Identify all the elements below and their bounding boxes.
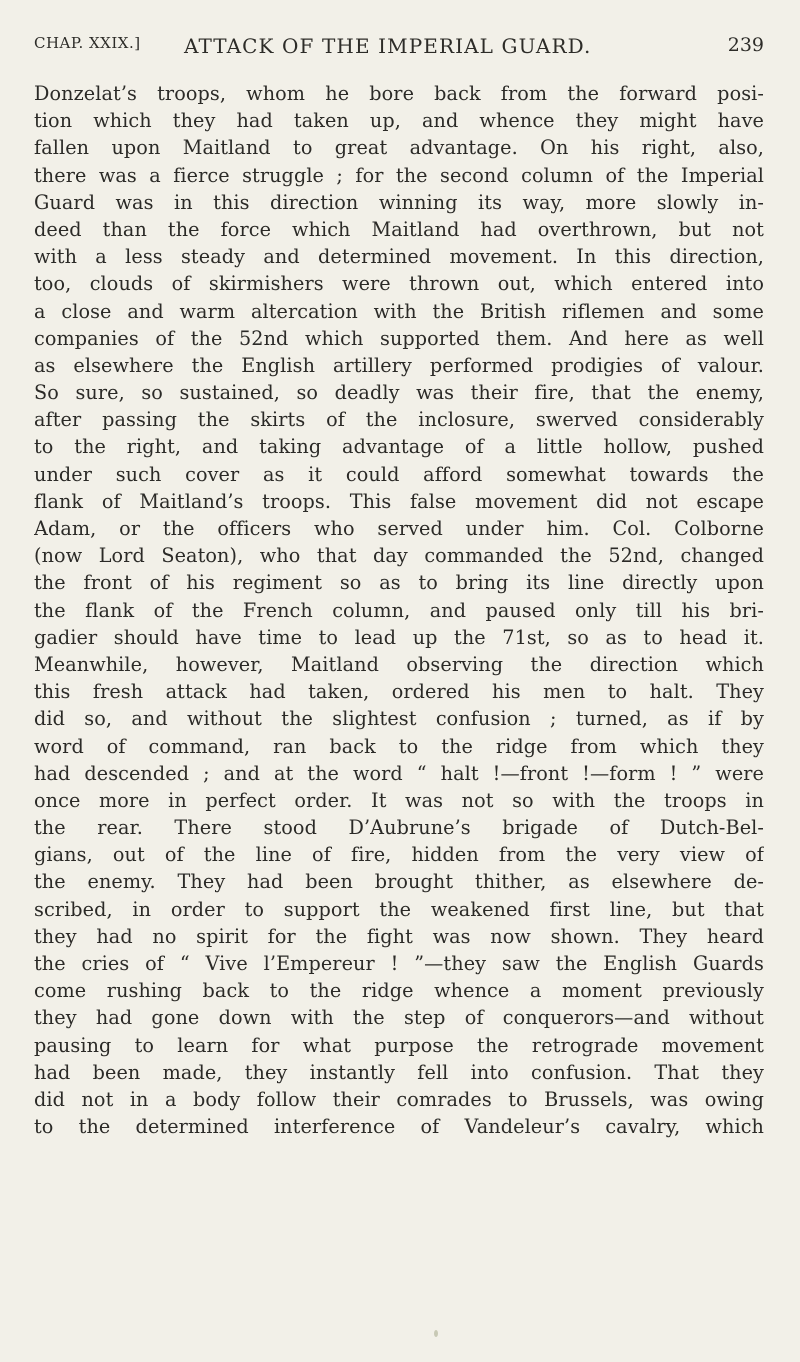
text-line: Adam, or the officers who served under him. Col. Colborne bbox=[34, 517, 764, 540]
text-line: flank of Maitland’s troops. This false movement did not escape bbox=[34, 489, 764, 513]
text-line: did so, and without the slightest confusion ; turned, as if by bbox=[34, 707, 764, 731]
text-line: to the right, and taking advantage of a little hollow, pushed bbox=[34, 435, 764, 459]
text-line: Donzelat’s troops, whom he bore back from the forward posi- bbox=[34, 82, 764, 105]
text-line: after passing the skirts of the inclosure, swerved considerably bbox=[34, 408, 764, 432]
text-line: as elsewhere the English artillery performed prodigies of valour. bbox=[34, 353, 764, 377]
text-line: tion which they had taken up, and whence they might have bbox=[34, 109, 764, 133]
text-line: did not in a body follow their comrades to Brussels, was owing bbox=[34, 1087, 764, 1111]
text-line: this fresh attack had taken, ordered his men to halt. They bbox=[34, 680, 764, 704]
text-line: had descended ; and at the word “ halt !—front !—form ! ” were bbox=[34, 761, 764, 785]
text-line: to the determined interference of Vandeleur’s cavalry, which bbox=[34, 1115, 764, 1139]
text-line: once more in perfect order. It was not so with the troops in bbox=[34, 788, 764, 812]
text-line: with a less steady and determined movement. In this direction, bbox=[34, 245, 764, 269]
text-line: scribed, in order to support the weakened first line, but that bbox=[34, 897, 764, 921]
text-line: So sure, so sustained, so deadly was their fire, that the enemy, bbox=[34, 381, 764, 405]
text-line: the cries of “ Vive l’Empereur ! ”—they saw the English Guards bbox=[34, 952, 764, 975]
text-line: there was a fierce struggle ; for the second column of the Imperial bbox=[34, 163, 764, 187]
text-line: the front of his regiment so as to bring its line directly upon bbox=[34, 571, 764, 595]
text-line: they had gone down with the step of conquerors—and without bbox=[34, 1006, 764, 1030]
text-line: (now Lord Seaton), who that day commanded the 52nd, changed bbox=[34, 544, 764, 568]
text-line: companies of the 52nd which supported them. And here as well bbox=[34, 326, 764, 350]
text-line: they had no spirit for the fight was now shown. They heard bbox=[34, 924, 764, 948]
running-head bbox=[34, 34, 764, 64]
text-line: gians, out of the line of fire, hidden from the very view of bbox=[34, 843, 764, 867]
text-line: fallen upon Maitland to great advantage. On his right, also, bbox=[34, 136, 764, 160]
page-number: 239 bbox=[727, 34, 764, 56]
text-line: Meanwhile, however, Maitland observing the direction which bbox=[34, 652, 764, 676]
text-line: pausing to learn for what purpose the retrograde movement bbox=[34, 1033, 764, 1057]
body-text bbox=[34, 80, 764, 1140]
chapter-reference: CHAP. XXIX.] bbox=[34, 34, 141, 52]
text-line: the flank of the French column, and paused only till his bri- bbox=[34, 598, 764, 622]
text-line: deed than the force which Maitland had overthrown, but not bbox=[34, 217, 764, 241]
text-line: Guard was in this direction winning its way, more slowly in- bbox=[34, 190, 764, 214]
text-line: gadier should have time to lead up the 71st, so as to head it. bbox=[34, 625, 764, 649]
text-line: too, clouds of skirmishers were thrown out, which entered into bbox=[34, 272, 764, 296]
text-line: a close and warm altercation with the British riflemen and some bbox=[34, 299, 764, 323]
paper-speck bbox=[434, 1330, 438, 1337]
text-line: had been made, they instantly fell into confusion. That they bbox=[34, 1060, 764, 1084]
text-line: come rushing back to the ridge whence a moment previously bbox=[34, 979, 764, 1003]
text-line: the rear. There stood D’Aubrune’s brigade of Dutch-Bel- bbox=[34, 816, 764, 840]
running-title: ATTACK OF THE IMPERIAL GUARD. bbox=[184, 34, 592, 58]
text-line: word of command, ran back to the ridge from which they bbox=[34, 734, 764, 758]
text-line: under such cover as it could afford somewhat towards the bbox=[34, 462, 764, 486]
text-line: the enemy. They had been brought thither, as elsewhere de- bbox=[34, 870, 764, 894]
